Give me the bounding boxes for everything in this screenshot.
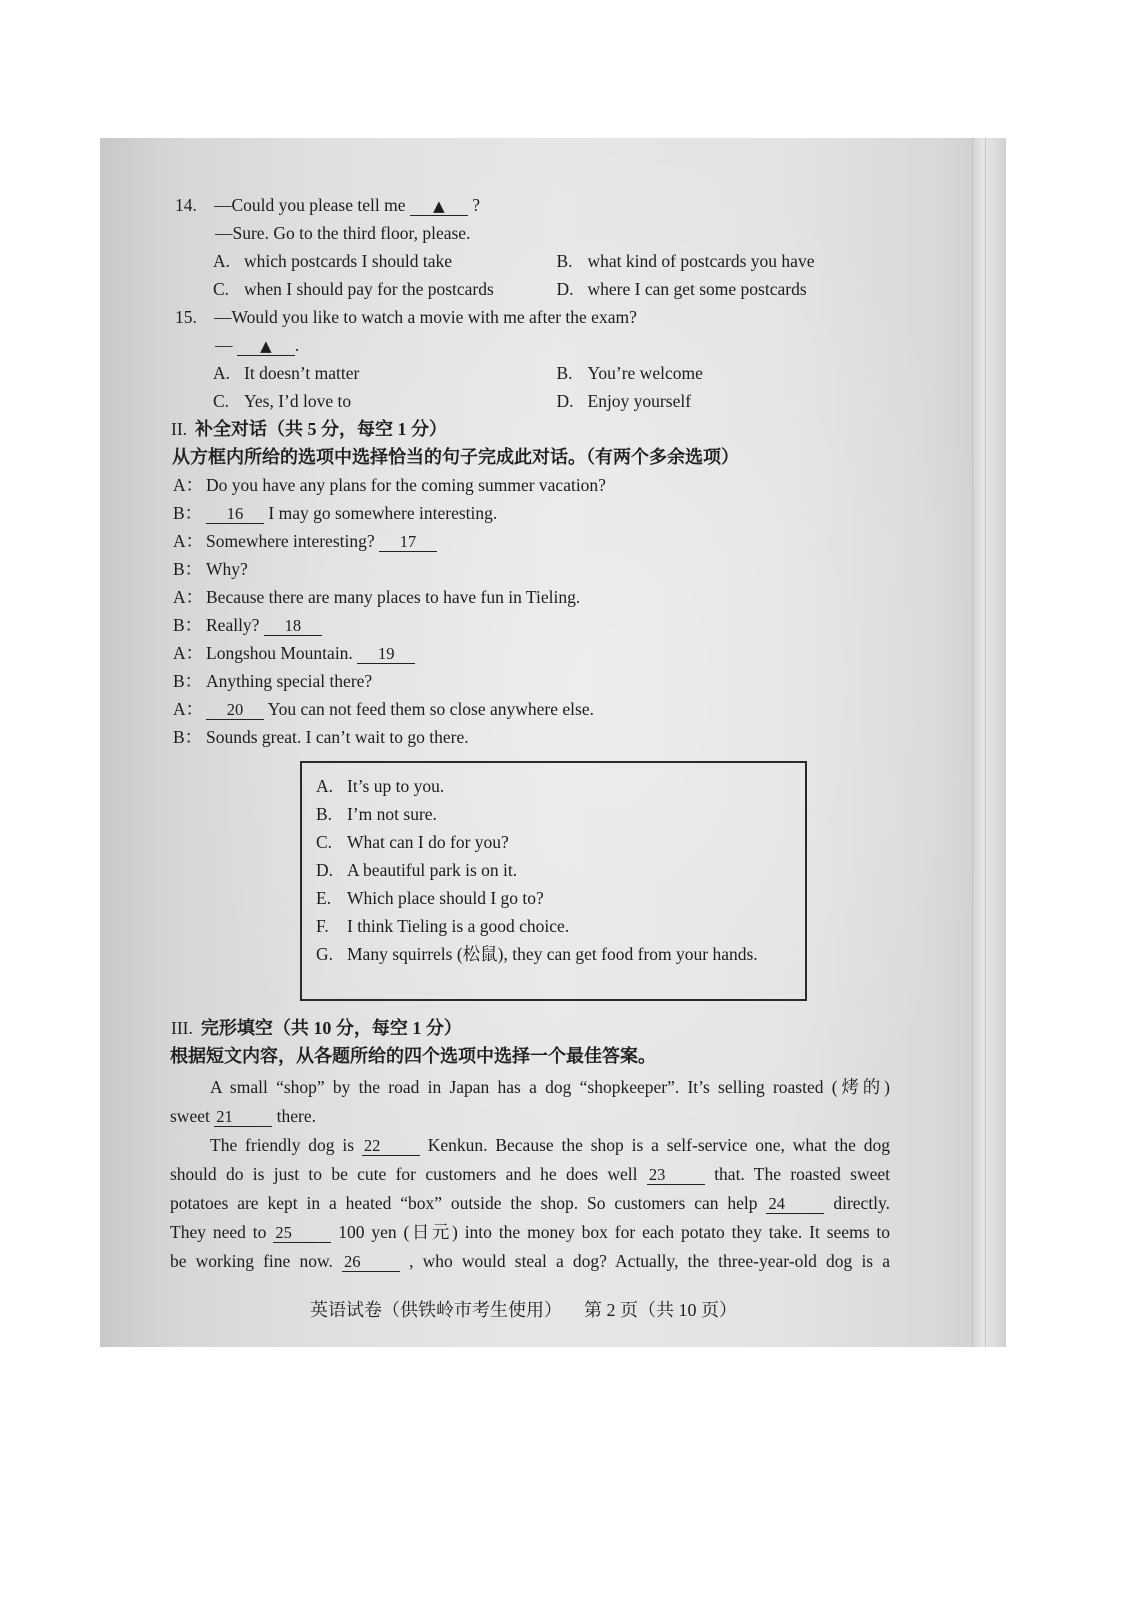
option-c	[213, 275, 557, 303]
section-2-heading	[170, 415, 900, 443]
option-text: A beautiful park is on it.	[347, 860, 518, 880]
exam-page	[100, 138, 1006, 1347]
dialogue-text: Because there are many places to have fun in Tieling.	[206, 587, 581, 607]
passage-text: directly.	[833, 1193, 890, 1213]
answer-blank: 25	[273, 1224, 331, 1243]
page-footer	[310, 1298, 737, 1322]
paper-title: 英语试卷（供铁岭市考生使用）	[310, 1300, 562, 1320]
dialogue-line	[170, 723, 900, 751]
dialogue-line	[170, 667, 900, 695]
section-number: III.	[171, 1018, 193, 1038]
option-text: I’m not sure.	[347, 804, 437, 824]
box-option-e	[316, 884, 805, 912]
option-text: what kind of postcards you have	[587, 251, 815, 271]
passage-text: that. The roasted sweet	[714, 1164, 890, 1184]
option-letter: E.	[316, 888, 332, 908]
passage-line	[170, 1102, 890, 1131]
dialogue-text: I may go somewhere interesting.	[268, 503, 498, 523]
speaker-label: B：	[173, 615, 203, 635]
cloze-passage	[170, 1073, 900, 1276]
passage-text: Kenkun. Because the shop is a self-service one, what the dog	[427, 1135, 890, 1155]
passage-line	[170, 1218, 890, 1247]
speaker-label: A：	[173, 531, 204, 551]
option-letter: G.	[316, 944, 334, 964]
passage-text: should do is just to be cute for customers and he does well	[170, 1164, 638, 1184]
section-title: 补全对话（共 5 分，每空 1 分）	[195, 419, 448, 439]
option-letter: C.	[213, 279, 230, 299]
speaker-label: B：	[173, 727, 203, 747]
answer-blank: 20	[206, 701, 264, 720]
answer-blank: 23	[647, 1166, 705, 1185]
passage-text: there.	[276, 1106, 316, 1126]
speaker-label: B：	[173, 559, 203, 579]
question-number: 14.	[175, 195, 197, 215]
question-end: ?	[472, 195, 481, 215]
option-letter: C.	[316, 832, 333, 852]
option-text: Which place should I go to?	[347, 888, 544, 908]
passage-text: 100 yen (日元) into the money box for each potato they take. It seems to	[338, 1222, 890, 1242]
box-option-f	[316, 912, 805, 940]
passage-text: sweet	[170, 1106, 210, 1126]
dialogue-text: Really?	[206, 615, 260, 635]
speaker-label: A：	[173, 643, 204, 663]
option-text: where I can get some postcards	[587, 279, 807, 299]
speaker-label: A：	[173, 587, 204, 607]
option-text: It’s up to you.	[347, 776, 445, 796]
option-text: which postcards I should take	[244, 251, 453, 271]
answer-blank: 18	[264, 617, 322, 636]
dialogue-line	[170, 583, 900, 611]
option-text: I think Tieling is a good choice.	[347, 916, 570, 936]
option-c	[213, 387, 557, 415]
section-2-instruction: 从方框内所给的选项中选择恰当的句子完成此对话。（有两个多余选项）	[172, 447, 739, 467]
passage-text: The friendly dog is	[210, 1135, 355, 1155]
reply-dash: —	[215, 335, 233, 355]
answer-blank: 16	[206, 505, 264, 524]
answer-blank: 17	[379, 533, 437, 552]
question-text: —Would you like to watch a movie with me after the exam?	[214, 307, 637, 327]
dialogue-text: Somewhere interesting?	[206, 531, 375, 551]
question-14-options-ab	[170, 247, 900, 275]
speaker-label: B：	[173, 671, 203, 691]
section-3-instruction: 根据短文内容，从各题所给的四个选项中选择一个最佳答案。	[170, 1046, 656, 1066]
page-edge-shadow	[972, 138, 1006, 1347]
question-text: —Could you please tell me	[214, 195, 406, 215]
dialogue-line	[170, 639, 900, 667]
option-letter: A.	[213, 363, 231, 383]
question-15-stem	[170, 303, 900, 331]
page-content	[170, 191, 900, 1276]
option-letter: B.	[316, 804, 333, 824]
option-text: when I should pay for the postcards	[244, 279, 494, 299]
passage-line	[170, 1160, 890, 1189]
option-a	[213, 359, 557, 387]
passage-line: A small “shop” by the road in Japan has a dog “shopkeeper”. It’s selling roasted (烤的)	[210, 1077, 890, 1097]
dialogue-text: Do you have any plans for the coming summer vacation?	[206, 475, 606, 495]
option-letter: F.	[316, 916, 329, 936]
passage-text: be working fine now.	[170, 1251, 333, 1271]
question-14-reply: —Sure. Go to the third floor, please.	[215, 223, 471, 243]
answer-blank: ▲	[410, 197, 468, 216]
question-14-options-cd	[170, 275, 900, 303]
dialogue-line	[170, 499, 900, 527]
question-14-stem	[170, 191, 900, 219]
dialogue-line	[170, 695, 900, 723]
passage-line	[170, 1131, 890, 1160]
dialogue-text: Sounds great. I can’t wait to go there.	[206, 727, 469, 747]
passage-text: They need to	[170, 1222, 267, 1242]
option-letter: D.	[316, 860, 334, 880]
option-d	[557, 275, 901, 303]
option-letter: A.	[213, 251, 231, 271]
option-text: It doesn’t matter	[244, 363, 360, 383]
option-b	[557, 359, 901, 387]
option-b	[557, 247, 901, 275]
option-text: Yes, I’d love to	[244, 391, 352, 411]
dialogue-text: Anything special there?	[206, 671, 373, 691]
option-letter: D.	[556, 279, 574, 299]
dialogue-line	[170, 555, 900, 583]
option-a	[213, 247, 557, 275]
answer-blank: ▲	[237, 337, 295, 356]
passage-line	[170, 1247, 890, 1276]
dialogue-line	[170, 611, 900, 639]
option-letter: C.	[213, 391, 230, 411]
question-15-options-ab	[170, 359, 900, 387]
passage-line	[170, 1189, 890, 1218]
option-letter: D.	[556, 391, 574, 411]
box-option-g	[316, 940, 805, 968]
question-15-reply	[170, 331, 900, 359]
box-option-c	[316, 828, 805, 856]
speaker-label: A：	[173, 699, 204, 719]
section-number: II.	[171, 419, 188, 439]
option-letter: A.	[316, 776, 334, 796]
speaker-label: A：	[173, 475, 204, 495]
page-number: 第 2 页（共 10 页）	[584, 1300, 737, 1320]
question-number: 15.	[175, 307, 197, 327]
option-text: What can I do for you?	[347, 832, 509, 852]
answer-blank: 24	[766, 1195, 824, 1214]
answer-blank: 22	[362, 1137, 420, 1156]
section-title: 完形填空（共 10 分，每空 1 分）	[200, 1018, 462, 1038]
section-3-heading	[170, 1014, 900, 1042]
passage-text: , who would steal a dog? Actually, the three-year-old dog is a	[409, 1251, 890, 1271]
answer-blank: 26	[342, 1253, 400, 1272]
passage-text: potatoes are kept in a heated “box” outside the shop. So customers can help	[170, 1193, 758, 1213]
option-text: Enjoy yourself	[587, 391, 692, 411]
dialogue-line	[170, 471, 900, 499]
option-letter: B.	[556, 363, 573, 383]
reply-period: .	[294, 335, 300, 355]
question-15-options-cd	[170, 387, 900, 415]
speaker-label: B：	[173, 503, 203, 523]
option-text: You’re welcome	[587, 363, 703, 383]
box-option-d	[316, 856, 805, 884]
box-option-b	[316, 800, 805, 828]
dialogue-text: Why?	[206, 559, 248, 579]
dialogue-text: You can not feed them so close anywhere else.	[267, 699, 594, 719]
box-option-a	[316, 772, 805, 800]
answer-blank: 19	[357, 645, 415, 664]
option-d	[557, 387, 901, 415]
options-box	[300, 761, 807, 1001]
option-text: Many squirrels (松鼠), they can get food from your hands.	[347, 944, 758, 964]
dialogue-text: Longshou Mountain.	[206, 643, 353, 663]
dialogue-line	[170, 527, 900, 555]
option-letter: B.	[556, 251, 573, 271]
answer-blank: 21	[214, 1108, 272, 1127]
